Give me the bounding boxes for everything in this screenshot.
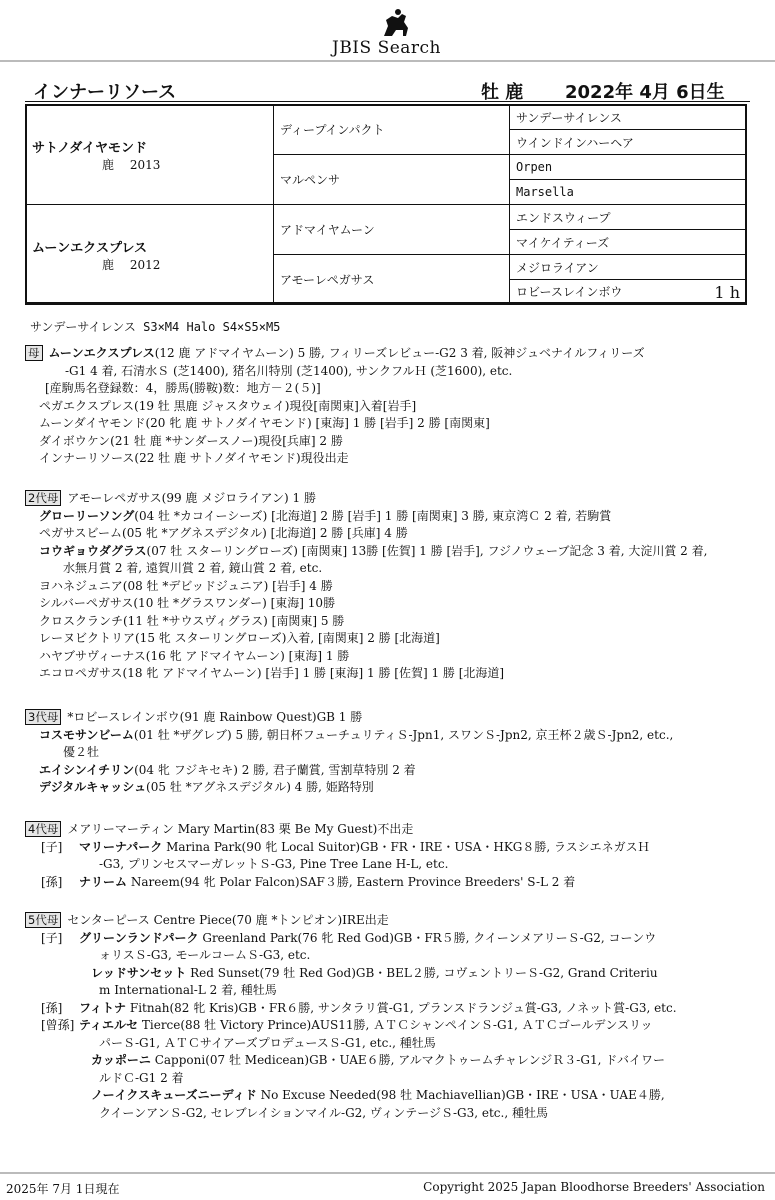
gen5-line6-name[interactable]: ティエルセ — [79, 1018, 139, 1032]
gen4-rel-grandchild: [孫] — [41, 874, 63, 889]
gen4-line3-name[interactable]: ナリーム — [79, 874, 128, 889]
gen3-line1-name[interactable]: コスモサンビーム — [39, 727, 134, 742]
gen3-label: 3代母 — [25, 709, 61, 725]
gen4-line3-text: Nareem(94 牝 Polar Falcon)SAF３勝, Eastern Province Breeders' S-L 2 着 — [130, 874, 576, 889]
gen4-rel-child: [子] — [41, 839, 63, 854]
gen2-line1-name[interactable]: グローリーソング — [39, 508, 135, 523]
gen5-line9: ルドＣ-G1 2 着 — [99, 1070, 184, 1085]
gen3-head[interactable]: *ロビースレインボウ(91 鹿 Rainbow Quest)GB 1 勝 — [67, 710, 363, 724]
ss-sire-cell[interactable]: サンデーサイレンス — [510, 105, 747, 130]
dd-dam-tag: 1 h — [714, 282, 740, 302]
dd-sire-cell[interactable]: メジロライアン — [510, 255, 747, 280]
gen5-label: 5代母 — [25, 912, 61, 928]
gen3-line3-name[interactable]: エイシンイチリン — [39, 762, 135, 777]
gen5-line2: ォリスＳ-G3, モールコームＳ-G3, etc. — [99, 948, 311, 962]
horse-name: インナーリソース — [33, 82, 177, 103]
gen4-line1-text: Marina Park(90 牝 Local Suitor)GB・FR・IRE・USA・HKG８勝, ラスシエネガスＨ — [166, 839, 650, 854]
dd-dam-cell[interactable] — [510, 280, 747, 305]
gen4-head[interactable]: メアリーマーティン Mary Martin(83 栗 Be My Guest)不出走 — [67, 822, 414, 836]
gen5-line7: パーＳ-G1, ＡＴＣサイアーズプロデュースＳ-G1, etc., 種牡馬 — [99, 1035, 436, 1050]
gen5-line3-text: Red Sunset(79 牡 Red God)GB・BEL２勝, コヴェントリーＳ-G2, Grand Criteriu — [190, 965, 658, 980]
gen1-line3: [産駒馬名登録数：4，勝馬(勝鞍)数：地方－２(５)] — [45, 381, 321, 395]
sire-name: サトノダイヤモンド — [32, 140, 148, 156]
sire-info: 鹿 2013 — [102, 157, 161, 172]
logo-text: JBIS Search — [332, 38, 442, 58]
gen5-line1-text: Greenland Park(76 牝 Red God)GB・FR５勝, クイーンメアリーＳ-G2, コーンウ — [202, 930, 657, 945]
gen2-line2[interactable]: ペガサスビーム(05 牝 *アグネスデジタル) [北海道] 2 勝 [兵庫] 4 勝 — [39, 526, 408, 540]
gen5-line10-name[interactable]: ノーイクスキューズニーディド — [91, 1088, 257, 1102]
sire-cell[interactable] — [26, 105, 274, 205]
sd-sire-cell[interactable]: Orpen — [510, 155, 747, 180]
dd-dam-name: ロビースレインボウ — [516, 284, 623, 299]
sire-dam-cell[interactable]: マルペンサ — [274, 155, 510, 205]
gen1-line1-name[interactable]: ムーンエクスプレス — [48, 346, 155, 360]
gen5-line6-text: Tierce(88 牡 Victory Prince)AUS11勝, ＡＴＣシャンペインＳ-G1, ＡＴＣゴールデンスリッ — [141, 1018, 653, 1032]
gen3-line4-name[interactable]: デジタルキャッシュ — [39, 780, 147, 794]
horse-birth-date: 2022年 4月 6日生 — [565, 82, 725, 103]
gen2-line10[interactable]: エコロペガサス(18 牝 アドマイヤムーン) [岩手] 1 勝 [東海] 1 勝 [佐賀] 1 勝 [北海道] — [39, 666, 505, 680]
gen2-head[interactable]: アモーレペガサス(99 鹿 メジロライアン) 1 勝 — [67, 491, 316, 505]
pedigree-table — [25, 104, 747, 305]
gen5-line3-name[interactable]: レッドサンセット — [91, 965, 187, 980]
ds-sire-cell[interactable]: エンドスウィープ — [510, 205, 747, 230]
horse-rider-icon — [376, 8, 416, 40]
gen5-line5-text: Fitnah(82 牝 Kris)GB・FR６勝, サンタラリ賞-G1, プランスドランジュ賞-G3, ノネット賞-G3, etc. — [129, 1000, 677, 1015]
gen4-label: 4代母 — [25, 821, 61, 837]
gen1-line4[interactable]: ペガエクスプレス(19 牡 黒鹿 ジャスタウェイ)現役[南関東]入着[岩手] — [39, 398, 417, 413]
gen5-line11: クイーンアンＳ-G2, セレブレイションマイル-G2, ヴィンテージＳ-G3, etc., 種牡馬 — [99, 1105, 548, 1120]
footer-copyright: Copyright 2025 Japan Bloodhorse Breeders' Association — [423, 1180, 765, 1194]
gen2-line7[interactable]: クロスクランチ(11 牡 *サウスヴィグラス) [南関東] 5 勝 — [39, 613, 345, 628]
gen4-line2: -G3, プリンセスマーガレットＳ-G3, Pine Tree Lane H-L, etc. — [99, 857, 449, 871]
gen2-line9[interactable]: ハヤブサヴィーナス(16 牝 アドマイヤムーン) [東海] 1 勝 — [39, 648, 350, 663]
horse-sex-color: 牡 鹿 — [481, 82, 524, 103]
gen2-label: 2代母 — [25, 490, 61, 506]
gen3-line4-text: (05 牡 *アグネスデジタル) 4 勝, 姫路特別 — [146, 780, 374, 794]
gen2-line4: 水無月賞 2 着, 遠賀川賞 2 着, 鏡山賞 2 着, etc. — [63, 561, 323, 575]
gen1-line7[interactable]: インナーリソース(22 牡 鹿 サトノダイヤモンド)現役出走 — [39, 451, 349, 465]
gen1-line1-text: (12 鹿 アドマイヤムーン) 5 勝, フィリーズレビュー-G2 3 着, 阪神ジュベナイルフィリーズ — [154, 346, 645, 360]
gen2-line8[interactable]: レーヌビクトリア(15 牝 スターリングローズ)入着, [南関東] 2 勝 [北海道] — [39, 631, 440, 645]
header-rule — [0, 60, 775, 62]
gen3-line1-text: (01 牡 *ザグレブ) 5 勝, 朝日杯フューチュリティＳ-Jpn1, スワンＳ-Jpn2, 京王杯２歳Ｓ-Jpn2, etc., — [133, 727, 674, 742]
gen5-line8-text: Capponi(07 牡 Medicean)GB・UAE６勝, アルマクトゥームチャレンジＲ３-G1, ドバイワー — [154, 1053, 665, 1067]
section-3rd-dam — [25, 709, 755, 797]
gen5-head[interactable]: センターピース Centre Piece(70 鹿 *トンピオン)IRE出走 — [67, 913, 389, 927]
gen1-line6[interactable]: ダイボウケン(21 牡 鹿 *サンダースノー)現役[兵庫] 2 勝 — [39, 433, 343, 448]
gen5-line1-name[interactable]: グリーンランドパーク — [79, 930, 199, 945]
gen5-line8-name[interactable]: カッポーニ — [91, 1053, 151, 1067]
ds-dam-cell[interactable]: マイケイティーズ — [510, 230, 747, 255]
gen2-line1-text: (04 牡 *カコイーシーズ) [北海道] 2 勝 [岩手] 1 勝 [南関東] 3 勝, 東京湾Ｃ 2 着, 若駒賞 — [134, 508, 612, 523]
dam-info: 鹿 2012 — [102, 257, 161, 272]
section-4th-dam — [25, 821, 755, 891]
gen5-line4: m International-L 2 着, 種牡馬 — [99, 983, 277, 997]
footer-date: 2025年 7月 1日現在 — [6, 1182, 120, 1196]
gen3-line2: 優２牡 — [63, 745, 100, 759]
gen1-line2: -G1 4 着, 石清水Ｓ (芝1400), 猪名川特別 (芝1400), サンクフルＨ (芝1600), etc. — [65, 363, 513, 378]
jbis-logo[interactable] — [326, 8, 461, 56]
horse-title — [25, 74, 750, 102]
sire-sire-cell[interactable]: ディープインパクト — [274, 105, 510, 155]
gen2-line3-text: (07 牡 スターリングローズ) [南関東] 13勝 [佐賀] 1 勝 [岩手], フジノウェーブ記念 3 着, 大淀川賞 2 着, — [146, 543, 708, 558]
ss-dam-cell[interactable]: ウインドインハーヘア — [510, 130, 747, 155]
gen1-label: 母 — [25, 345, 43, 361]
inbreeding-line: サンデーサイレンス S3×M4 Halo S4×S5×M5 — [30, 320, 281, 334]
gen5-rel-great-grandchild: [曾孫] — [41, 1018, 75, 1032]
dam-dam-cell[interactable]: アモーレペガサス — [274, 255, 510, 305]
gen5-rel-child: [子] — [41, 930, 63, 945]
sd-dam-cell[interactable]: Marsella — [510, 180, 747, 205]
gen2-line3-name[interactable]: コウギョウダグラス — [39, 543, 147, 558]
gen4-line1-name[interactable]: マリーナパーク — [79, 839, 163, 854]
section-dam — [25, 345, 755, 468]
section-2nd-dam — [25, 490, 755, 683]
gen5-rel-grandchild: [孫] — [41, 1000, 63, 1015]
dam-cell[interactable] — [26, 205, 274, 305]
gen5-line10-text: No Excuse Needed(98 牡 Machiavellian)GB・IRE・USA・UAE４勝, — [260, 1088, 665, 1102]
footer-rule — [0, 1172, 775, 1174]
gen5-line5-name[interactable]: フィトナ — [79, 1000, 127, 1015]
gen2-line6[interactable]: シルバーペガサス(10 牡 *グラスワンダー) [東海] 10勝 — [39, 596, 336, 610]
dam-sire-cell[interactable]: アドマイヤムーン — [274, 205, 510, 255]
gen3-line3-text: (04 牝 フジキセキ) 2 勝, 君子蘭賞, 雪割草特別 2 着 — [134, 762, 416, 777]
section-5th-dam — [25, 912, 755, 1122]
gen1-line5[interactable]: ムーンダイヤモンド(20 牝 鹿 サトノダイヤモンド) [東海] 1 勝 [岩手] 2 勝 [南関東] — [39, 416, 490, 430]
gen2-line5[interactable]: ヨハネジュニア(08 牡 *デビッドジュニア) [岩手] 4 勝 — [39, 578, 333, 593]
dam-name: ムーンエクスプレス — [32, 240, 148, 256]
